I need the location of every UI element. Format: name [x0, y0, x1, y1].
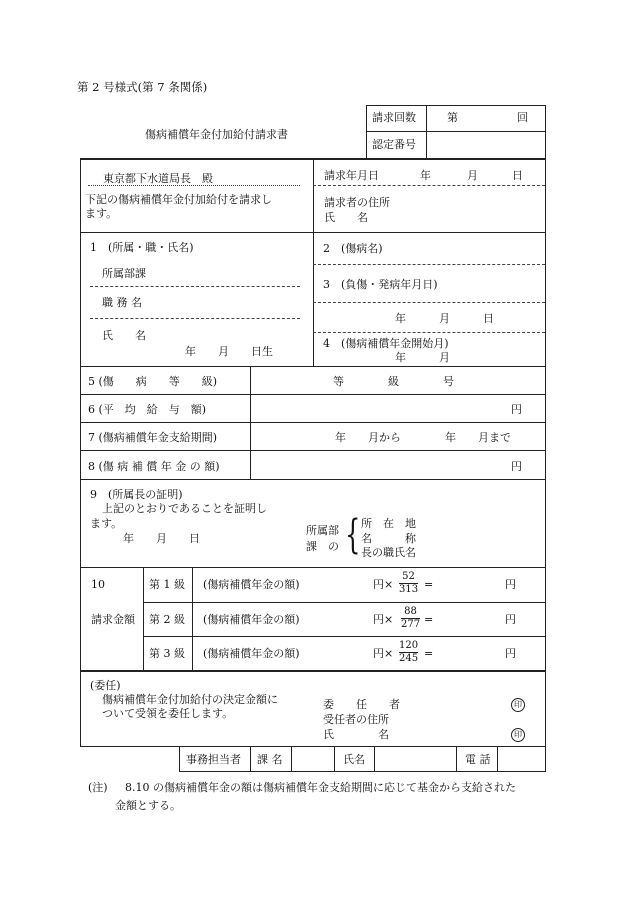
sec1-post: 職 務 名 — [102, 296, 142, 309]
sec3-label: 3 (負傷・発病年月日) — [323, 278, 438, 291]
equals-sign: = — [424, 613, 434, 626]
yen-unit: 円 — [505, 613, 516, 626]
sec9-org-label-1: 所属部 — [306, 524, 339, 537]
sec9-field-name: 名 称 — [361, 532, 416, 545]
grade-label: 第 2 級 — [149, 613, 185, 626]
grade-desc: (傷病補償年金の額) — [203, 647, 300, 660]
row8-label: 8 (傷 病 補 償 年 金 の 額) — [88, 460, 220, 473]
yen-times: 円× — [373, 613, 394, 626]
claim-date-day: 日 — [512, 169, 523, 182]
addressee: 東京都下水道局長 殿 — [103, 172, 213, 185]
sec9-date: 年 月 日 — [123, 532, 200, 545]
sec1-label: 1 (所属・職・氏名) — [90, 241, 194, 254]
sec9-org-label-2: 課 の — [306, 540, 339, 553]
fraction-numerator: 120 — [399, 640, 419, 651]
claimant-address-label: 請求者の住所 — [324, 196, 390, 209]
row5-value: 等 級 号 — [333, 375, 454, 388]
row7-value: 年 月から 年 月まで — [335, 431, 511, 444]
sec1-birth: 年 月 日生 — [185, 345, 273, 358]
delegate-name-label: 氏 名 — [323, 728, 389, 741]
sec4-label: 4 (傷病補償年金開始月) — [323, 337, 449, 350]
fraction-numerator: 88 — [404, 606, 417, 617]
note-line2: 金額とする。 — [115, 799, 181, 812]
footer-staff-label: 事務担当者 — [186, 753, 241, 766]
sec1-dept: 所属部課 — [102, 267, 146, 280]
delegation-label: (委任) — [90, 679, 121, 692]
sec3-date: 年 月 日 — [395, 312, 494, 325]
footer-phone-label: 電 話 — [465, 753, 491, 766]
sec10-number: 10 — [91, 578, 105, 591]
delegate-label: 委 任 者 — [323, 698, 400, 711]
yen-times: 円× — [373, 647, 394, 660]
request-text-line2: ます。 — [85, 207, 118, 220]
equals-sign: = — [424, 578, 434, 591]
claimant-name-label: 氏 名 — [324, 211, 368, 224]
claim-date-year: 年 — [420, 169, 431, 182]
seal-mark: 印 — [511, 698, 525, 712]
form-title: 傷病補償年金付加給付請求書 — [145, 128, 288, 141]
claim-count-label: 請求回数 — [372, 111, 416, 124]
row7-label: 7 (傷病補償年金支給期間) — [88, 431, 218, 444]
yen-times: 円× — [373, 578, 394, 591]
equals-sign: = — [424, 647, 434, 660]
yen-unit: 円 — [505, 578, 516, 591]
grade-desc: (傷病補償年金の額) — [203, 613, 300, 626]
sec9-brace: { — [345, 512, 361, 558]
fraction-denominator: 313 — [399, 584, 419, 595]
grade-fraction — [401, 607, 420, 630]
row8-value: 円 — [511, 460, 522, 473]
claim-count-prefix: 第 — [447, 111, 458, 124]
sec9-text-line2: ます。 — [90, 517, 123, 530]
seal-mark: 印 — [511, 728, 525, 742]
note-line1: 8.10 の傷病補償年金の額は傷病補償年金支給期間に応じて基金から支給された — [125, 781, 516, 794]
fraction-denominator: 245 — [399, 653, 419, 664]
delegate-address-label: 受任者の住所 — [323, 713, 389, 726]
delegation-text-line1: 傷病補償年金付加給付の決定金額に — [102, 693, 278, 706]
sec9-field-head: 長の職氏名 — [361, 546, 416, 559]
fraction-denominator: 277 — [401, 619, 421, 630]
claim-count-suffix: 回 — [517, 111, 528, 124]
grade-desc: (傷病補償年金の額) — [203, 578, 300, 591]
grade-label: 第 1 級 — [149, 578, 185, 591]
grade-label: 第 3 級 — [149, 647, 185, 660]
request-text-line1: 下記の傷病補償年金付加給付を請求し — [85, 193, 272, 206]
sec9-text-line1: 上記のとおりであることを証明し — [102, 502, 267, 515]
sec2-label: 2 (傷病名) — [323, 242, 383, 255]
note-prefix: (注) — [88, 781, 108, 794]
row6-label: 6 (平 均 給 与 額) — [88, 403, 207, 416]
claim-date-month: 月 — [467, 169, 478, 182]
footer-section-label: 課 名 — [257, 753, 283, 766]
sec4-date: 年 月 — [395, 351, 450, 364]
claim-date-label: 請求年月日 — [324, 169, 379, 182]
sec10-label: 請求金額 — [91, 613, 135, 626]
sec9-label: 9 (所属長の証明) — [90, 488, 183, 501]
row5-label: 5 (傷 病 等 級) — [88, 375, 218, 388]
grade-fraction — [399, 641, 418, 664]
grade-fraction — [399, 572, 418, 595]
fraction-numerator: 52 — [402, 571, 415, 582]
yen-unit: 円 — [505, 647, 516, 660]
form-number: 第 2 号様式(第 7 条関係) — [77, 80, 208, 94]
footer-name-label: 氏名 — [343, 753, 365, 766]
delegation-text-line2: ついて受領を委任します。 — [102, 707, 234, 720]
cert-number-label: 認定番号 — [372, 138, 416, 151]
sec9-field-location: 所 在 地 — [361, 517, 416, 530]
sec1-name: 氏 名 — [102, 329, 146, 342]
row6-value: 円 — [511, 403, 522, 416]
